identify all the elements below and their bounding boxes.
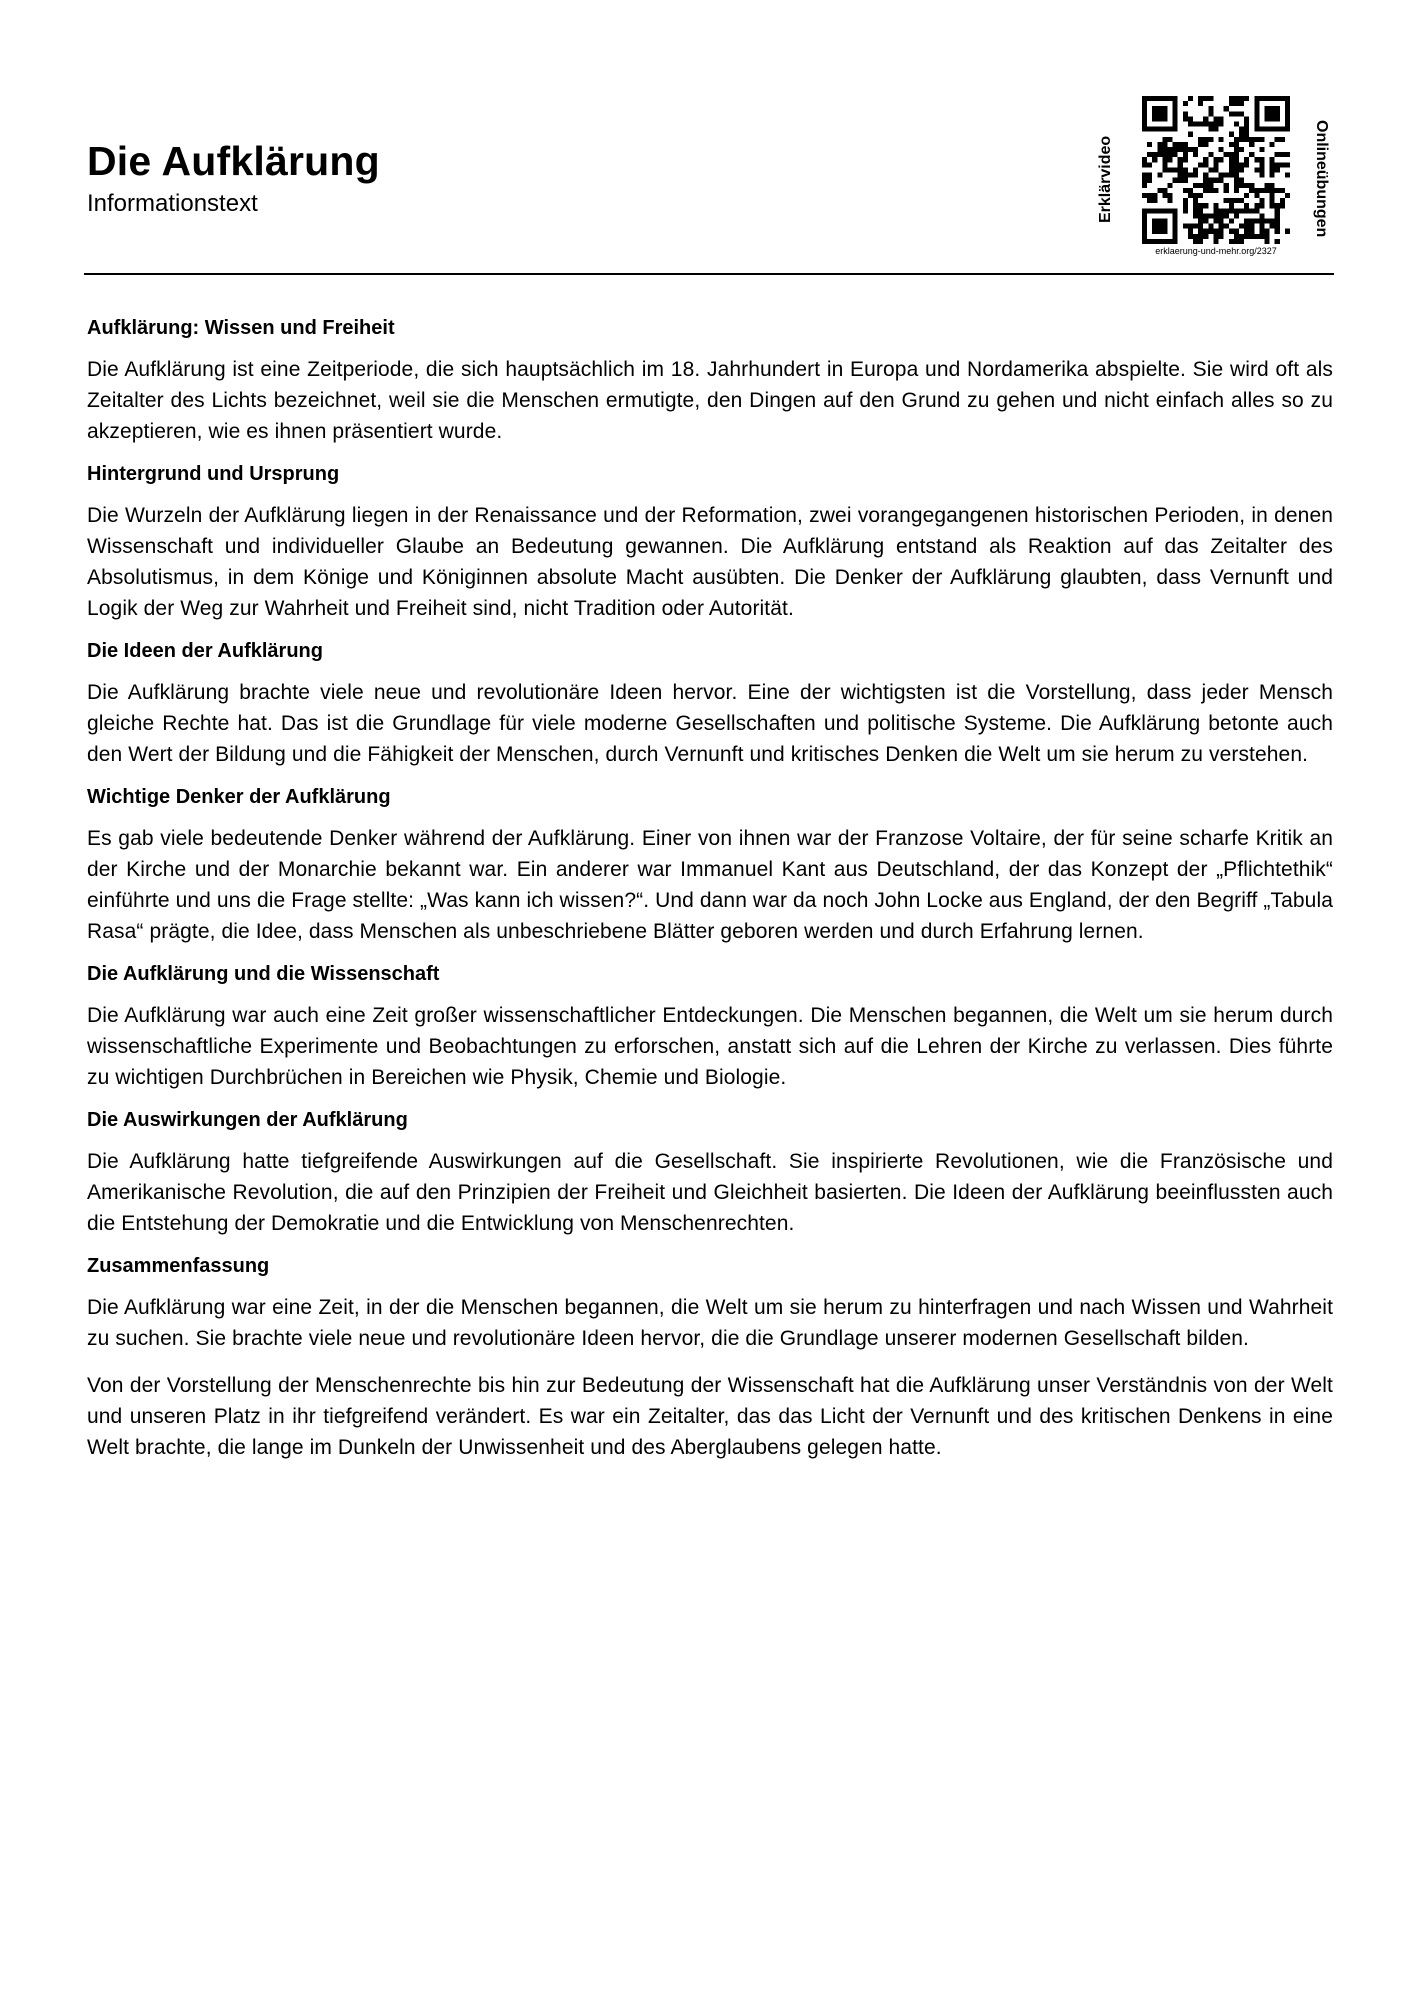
section-paragraph: Die Aufklärung brachte viele neue und revolutionäre Ideen hervor. Eine der wichtigsten ist die Vorstellung, dass jeder Mensch gleiche Rechte hat. Das ist die Grundlage für viele moderne Gesellschaften und politische Systeme. Die Aufklärung betonte auch den Wert der Bildung und die Fähigkeit der Menschen, durch Vernunft und kritisches Denken die Welt um sie herum zu verstehen. [87, 681, 1333, 766]
section-paragraph: Es gab viele bedeutende Denker während der Aufklärung. Einer von ihnen war der Franzose Voltaire, der für seine scharfe Kritik an der Kirche und der Monarchie bekannt war. Ein anderer war Immanuel Kant aus Deutschland, der das Konzept der „Pflichtethik“ einführte und uns die Frage stellte: „Was kann ich wissen?“. Und dann war da noch John Locke aus England, der den Begriff „Tabula Rasa“ prägte, die Idee, dass Menschen als unbeschriebene Blätter geboren werden und durch Erfahrung lernen. [87, 827, 1333, 943]
section-heading: Die Auswirkungen der Aufklärung [87, 1109, 408, 1131]
section-wissen-freiheit [87, 316, 1333, 447]
section-auswirkungen [87, 1108, 1333, 1239]
qr-exercises-label: Onlineübungen [1313, 120, 1330, 238]
page-subtitle: Informationstext [87, 190, 258, 217]
qr-video-label: Erklärvideo [1097, 135, 1114, 223]
section-zusammenfassung [87, 1254, 1333, 1463]
qr-code[interactable] [1140, 96, 1292, 244]
section-heading: Hintergrund und Ursprung [87, 463, 340, 485]
section-ideen [87, 639, 1333, 770]
qr-url-label: erklaerung-und-mehr.org/2327 [1155, 246, 1277, 256]
section-denker [87, 785, 1333, 947]
section-heading: Die Ideen der Aufklärung [87, 640, 323, 662]
section-wissenschaft [87, 962, 1333, 1093]
header-divider [84, 273, 1334, 275]
section-paragraph: Die Aufklärung war auch eine Zeit großer wissenschaftlicher Entdeckungen. Die Menschen begannen, die Welt um sie herum durch wissenschaftliche Experimente und Beobachtungen zu erforschen, anstatt sich auf die Lehren der Kirche zu verlassen. Dies führte zu wichtigen Durchbrüchen in Bereichen wie Physik, Chemie und Biologie. [87, 1004, 1333, 1089]
section-heading: Zusammenfassung [87, 1255, 270, 1277]
section-paragraph: Die Aufklärung hatte tiefgreifende Auswirkungen auf die Gesellschaft. Sie inspirierte Revolutionen, wie die Französische und Amerikanische Revolution, die auf den Prinzipien der Freiheit und Gleichheit basierten. Die Ideen der Aufklärung beeinflussten auch die Entstehung der Demokratie und die Entwicklung von Menschenrechten. [87, 1150, 1333, 1235]
section-paragraph: Die Aufklärung ist eine Zeitperiode, die sich hauptsächlich im 18. Jahrhundert in Europa und Nordamerika abspielte. Sie wird oft als Zeitalter des Lichts bezeichnet, weil sie die Menschen ermutigte, den Dingen auf den Grund zu gehen und nicht einfach alles so zu akzeptieren, wie es ihnen präsentiert wurde. [87, 358, 1333, 443]
section-paragraph: Von der Vorstellung der Menschenrechte bis hin zur Bedeutung der Wissenschaft hat die Aufklärung unser Verständnis von der Welt und unseren Platz in ihr tiefgreifend verändert. Es war ein Zeitalter, das das Licht der Vernunft und des kritischen Denkens in eine Welt brachte, die lange im Dunkeln der Unwissenheit und des Aberglaubens gelegen hatte. [87, 1374, 1333, 1459]
section-heading: Aufklärung: Wissen und Freiheit [87, 317, 395, 339]
section-hintergrund [87, 462, 1333, 624]
section-paragraph: Die Wurzeln der Aufklärung liegen in der Renaissance und der Reformation, zwei vorangegangenen historischen Perioden, in denen Wissenschaft und individueller Glaube an Bedeutung gewannen. Die Aufklärung entstand als Reaktion auf das Zeitalter des Absolutismus, in dem Könige und Königinnen absolute Macht ausübten. Die Denker der Aufklärung glaubten, dass Vernunft und Logik der Weg zur Wahrheit und Freiheit sind, nicht Tradition oder Autorität. [87, 504, 1333, 620]
section-heading: Die Aufklärung und die Wissenschaft [87, 963, 440, 985]
section-paragraph: Die Aufklärung war eine Zeit, in der die Menschen begannen, die Welt um sie herum zu hinterfragen und nach Wissen und Wahrheit zu suchen. Sie brachte viele neue und revolutionäre Ideen hervor, die die Grundlage unserer modernen Gesellschaft bilden. [87, 1296, 1333, 1350]
section-heading: Wichtige Denker der Aufklärung [87, 786, 391, 808]
article-body [87, 316, 1333, 1478]
page-title: Die Aufklärung [87, 138, 380, 184]
